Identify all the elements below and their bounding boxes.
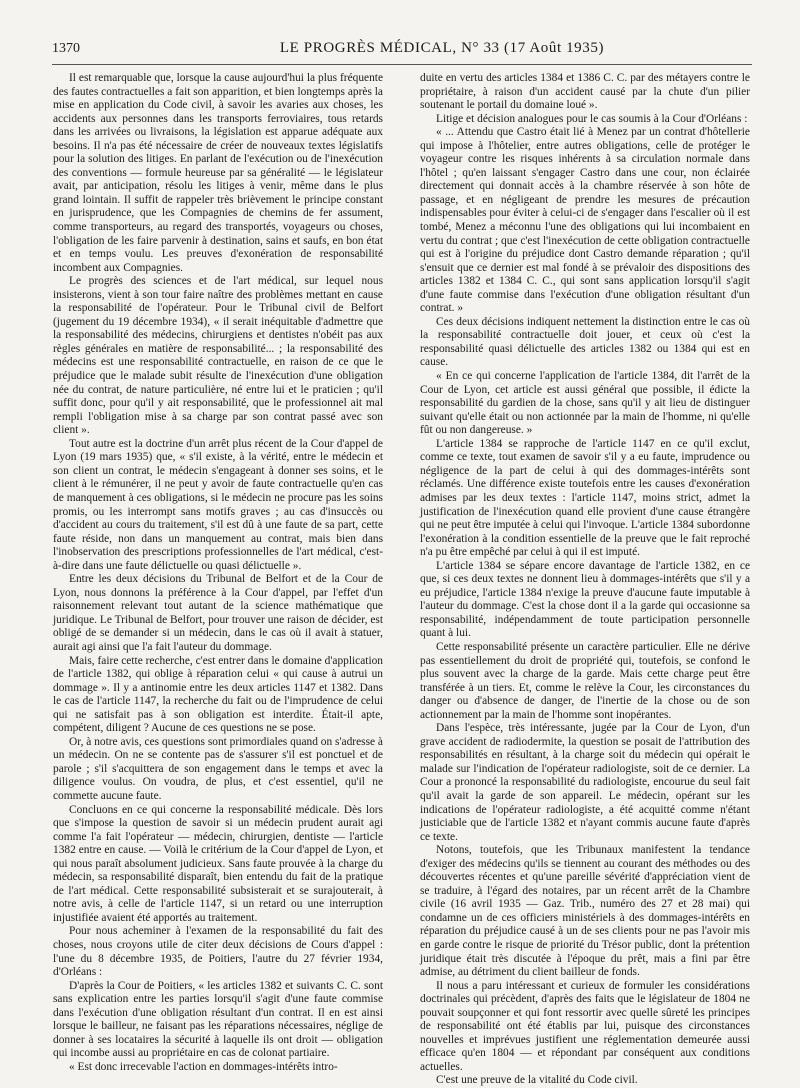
paragraph: D'après la Cour de Poitiers, « les articles 1382 et suivants C. C. sont sans explication entre les parties lorsqu'il s'agit d'une faute commise dans l'exécution d'une obligation résultant d'un contrat. Il en est ainsi lorsque le bailleur, ne faisant pas les réparations nécessaires, néglige de donner à ses locataires la sécurité à laquelle ils ont droit — obligation qui incombe aussi au propriétaire en cas de colonat partiaire.	[53, 979, 383, 1060]
paragraph: Il est remarquable que, lorsque la cause aujourd'hui la plus fréquente des fautes contractuelles a fait son apparition, et bien longtemps après la mise en application du Code civil, à savoir les avaries aux choses, les accidents aux personnes dans les transports ferroviaires, tous retards dans les arrivées ou livraisons, la législation est apparue adéquate aux besoins. Il n'a pas été nécessaire de créer de nouveaux textes législatifs pour la solution des litiges. En parlant de l'exécution ou de l'inexécution des conventions — formule heureuse par sa généralité — le législateur avait, par anticipation, résolu les litiges à venir, même dans le plus grand lointain. Il suffit de rappeler très brièvement le principe constant en jurisprudence, que les Compagnies de chemins de fer assument, comme transporteurs, au regard des transportés, voyageurs ou choses, l'obligation de les faire parvenir à destination, sains et saufs, en bon état et en temps voulu. Les preuves d'exonération de responsabilité incombent aux Compagnies.	[53, 72, 383, 274]
paragraph: Il nous a paru intéressant et curieux de formuler les considérations doctrinales qui précèdent, d'après des faits que le législateur de 1804 ne pouvait soupçonner et qui font ressortir avec quelle sûreté les principes de responsabilité ont été établis par lui, puisque des circonstances nouvelles et imprévues justifient une réglementation demeurée aussi efficace qu'en 1804 — et répondant par conséquent aux conditions actuelles.	[420, 979, 750, 1073]
right-column	[420, 72, 750, 1087]
paragraph: Le progrès des sciences et de l'art médical, sur lequel nous insisterons, vient à son tour faire naître des problèmes mettant en cause la responsabilité de l'opérateur. Pour le Tribunal civil de Belfort (jugement du 19 décembre 1934), « il serait inéquitable d'admettre que la responsabilité des médecins, chirurgiens et dentistes n'obéit pas aux règles générales en matière de responsabilité... ; la responsabilité des médecins est une responsabilité contractuelle, en raison de ce que le préjudice que le malade subit résulte de l'inexécution d'une obligation née du contrat, de nature particulière, né entre lui et le praticien ; qu'il suffit donc, pour qu'il y ait responsabilité, que le professionnel ait mal rempli l'obligation mise à sa charge par son contrat passé avec son client ».	[53, 275, 383, 437]
page-header	[52, 40, 752, 62]
paragraph: Mais, faire cette recherche, c'est entrer dans le domaine d'application de l'article 1382, qui oblige à réparation celui « qui cause à autrui un dommage ». Il y a antinomie entre les deux articles 1147 et 1382. Dans le cas de l'article 1147, la recherche du fait ou de l'imprudence de celui qui ne satisfait pas à son obligation est interdite. Était-il apte, compétent, diligent ? Aucune de ces questions ne se pose.	[53, 654, 383, 735]
paragraph: Concluons en ce qui concerne la responsabilité médicale. Dès lors que s'impose la question de savoir si un médecin prudent aurait agi comme l'a fait l'opérateur — médecin, chirurgien, dentiste — l'article 1382 entre en cause. — Voilà le critérium de la Cour d'appel de Lyon, et qui nous paraît absolument judicieux. Sans faute prouvée à la charge du médecin, sa responsabilité disparaît, bien entendu du fait de la pratique de l'art médical. Cette responsabilité subsisterait et se surajouterait, à notre avis, à celle de l'article 1147, si un retard ou une interruption injustifiée avaient été apportés au traitement.	[53, 803, 383, 924]
paragraph: « ... Attendu que Castro était lié à Menez par un contrat d'hôtellerie qui impose à l'hôtelier, entre autres obligations, celle de protéger le voyageur contre les risques inhérents à sa circulation normale dans l'hôtel ; qu'en laissant s'engager Castro dans une cour, non éclairée directement qui donnait accès à la chambre réservée à son hôte de passage, et en négligeant de prendre les mesures de précaution indispensables pour éviter à celui-ci de s'engager dans l'escalier où il est tombé, Menez a méconnu l'une des obligations qui lui incombaient en vertu du contrat ; que c'est l'inexécution de cette obligation contractuelle qui est à l'origine du préjudice dont Castro demande réparation ; qu'il s'ensuit que ce dernier est mal fondé à se prévaloir des dispositions des articles 1382 et 1384 C. C., qui sont sans application lorsqu'il s'agit d'une faute commise dans l'exécution d'une obligation résultant d'un contrat. »	[420, 126, 750, 315]
paragraph: Entre les deux décisions du Tribunal de Belfort et de la Cour de Lyon, nous donnons la préférence à la Cour d'appel, par l'effet d'un raisonnement relevant tout autant de la science mathématique que juridique. Le Tribunal de Belfort, pour trouver une raison de décider, est obligé de se demander si un médecin, dans le cas où il avait à statuer, aurait agi ainsi que l'a fait l'auteur du dommage.	[53, 573, 383, 653]
paragraph: « En ce qui concerne l'application de l'article 1384, dit l'arrêt de la Cour de Lyon, cet article est aussi général que possible, il édicte la responsabilité du gardien de la chose, sans qu'il y ait lieu de distinguer suivant qu'elle était ou non actionnée par la main de l'homme, ni qu'elle fût ou non dangereuse. »	[420, 370, 750, 437]
running-title: LE PROGRÈS MÉDICAL, N° 33 (17 Août 1935)	[279, 40, 605, 56]
paragraph: Cette responsabilité présente un caractère particulier. Elle ne dérive pas essentiellement du droit de propriété qui, toutefois, se confond le plus souvent avec la charge de la garde. Mais cette charge peut être transférée à un tiers. Et, comme le relève la Cour, les circonstances du danger ou d'absence de danger, de l'inertie de la chose ou de son actionnement par la main de l'homme sont inopérantes.	[420, 640, 750, 721]
left-column	[53, 72, 383, 1073]
paragraph: L'article 1384 se rapproche de l'article 1147 en ce qu'il exclut, comme ce texte, tout examen de savoir s'il y a eu faute, imprudence ou négligence de la part de celui à qui des dommages-intérêts sont réclamés. Une différence existe toutefois entre les causes d'exonération admises par les deux textes : l'article 1147, moins strict, admet la justification de l'inexécution quand elle provient d'une cause étrangère qui ne peut être imputée à celui qui l'invoque. L'article 1384 subordonne l'exonération à la condition essentielle de la preuve que le fait reproché n'a pu être empêché par celui à qui il est imputé.	[420, 437, 750, 559]
paragraph: Tout autre est la doctrine d'un arrêt plus récent de la Cour d'appel de Lyon (19 mars 1935) que, « s'il existe, à la vérité, entre le médecin et son client un contrat, le médecin s'engageant à donner ses soins, et le client à le rémunérer, il ne peut y avoir de faute contractuelle qu'en cas de manquement à ces obligations, si le médecin ne procure pas les soins promis, ou les interrompt sans motifs graves ; au cas d'insuccès ou d'accident au cours du traitement, s'il est dû à une faute de sa part, cette faute réside, non dans un manquement au contrat, mais bien dans l'inobservation des prescriptions professionnelles de l'art médical, c'est-à-dire dans une faute délictuelle ou quasi délictuelle ».	[53, 437, 383, 572]
paragraph: Dans l'espèce, très intéressante, jugée par la Cour de Lyon, d'un grave accident de radiodermite, la question se posait de l'attribution des responsabilités en résultant, à la charge soit du médecin qui opérait le malade sur l'indication de l'opérateur radiologiste, soit de ce dernier. La Cour a prononcé la responsabilité du radiologiste, encourue du seul fait qu'il avait la garde de son appareil. Le médecin, opérant sur les indications de l'opérateur radiologiste, a été acquitté comme n'étant justiciable que de l'article 1382 et n'ayant commis aucune faute d'après ce texte.	[420, 722, 750, 843]
page-number: 1370	[52, 41, 80, 56]
paragraph: duite en vertu des articles 1384 et 1386 C. C. par des métayers contre le propriétaire, à raison d'un accident causé par la chute d'un pilier soutenant le portail du domaine loué ».	[420, 72, 750, 112]
header-rule	[52, 64, 752, 65]
paragraph: L'article 1384 se sépare encore davantage de l'article 1382, en ce que, si ces deux textes ne donnent lieu à dommages-intérêts que s'il y a eu préjudice, l'article 1384 n'exige la preuve d'aucune faute imputable à l'auteur du dommage. C'est la chose dont il a la garde qui occasionne sa responsabilité, indépendamment de toute participation personnelle quant à lui.	[420, 559, 750, 640]
paragraph: Pour nous acheminer à l'examen de la responsabilité du fait des choses, nous croyons utile de citer deux décisions de Cours d'appel : l'une du 8 décembre 1935, de Poitiers, l'autre du 27 février 1934, d'Orléans :	[53, 925, 383, 979]
paragraph: C'est une preuve de la vitalité du Code civil.	[436, 1074, 638, 1087]
paragraph: « Est donc irrecevable l'action en dommages-intérêts intro-	[69, 1060, 338, 1073]
paragraph: Litige et décision analogues pour le cas soumis à la Cour d'Orléans :	[436, 112, 748, 125]
paragraph: Or, à notre avis, ces questions sont primordiales quand on s'adresse à un médecin. On ne se contente pas de s'assurer s'il est ponctuel et de parole ; s'il s'acquittera de son engagement dans le temps et avec la diligence voulus. On voudra, de plus, et c'est essentiel, qu'il ne commette aucune faute.	[53, 735, 383, 802]
paragraph: Notons, toutefois, que les Tribunaux manifestent la tendance d'exiger des médecins qu'ils se tiennent au courant des méthodes ou des découvertes récentes et qu'une pareille sévérité d'appréciation vient de se traduire, à l'égard des notaires, par un récent arrêt de la Chambre civile (16 avril 1935 — Gaz. Trib., numéro des 27 et 28 mai) qui condamne un de ces officiers ministériels à des dommages-intérêts en réparation du préjudice causé à un de ses clients pour ne pas l'avoir mis en garde contre le risque de priorité du Trésor public, dont la prétention juridique était très discutée à l'époque du prêt, mais a fini par être admise, au détriment du client bailleur de fonds.	[420, 844, 750, 979]
paragraph: Ces deux décisions indiquent nettement la distinction entre le cas où la responsabilité contractuelle doit jouer, et ceux où c'est la responsabilité quasi délictuelle des articles 1382 ou 1384 qui est en cause.	[420, 315, 750, 369]
